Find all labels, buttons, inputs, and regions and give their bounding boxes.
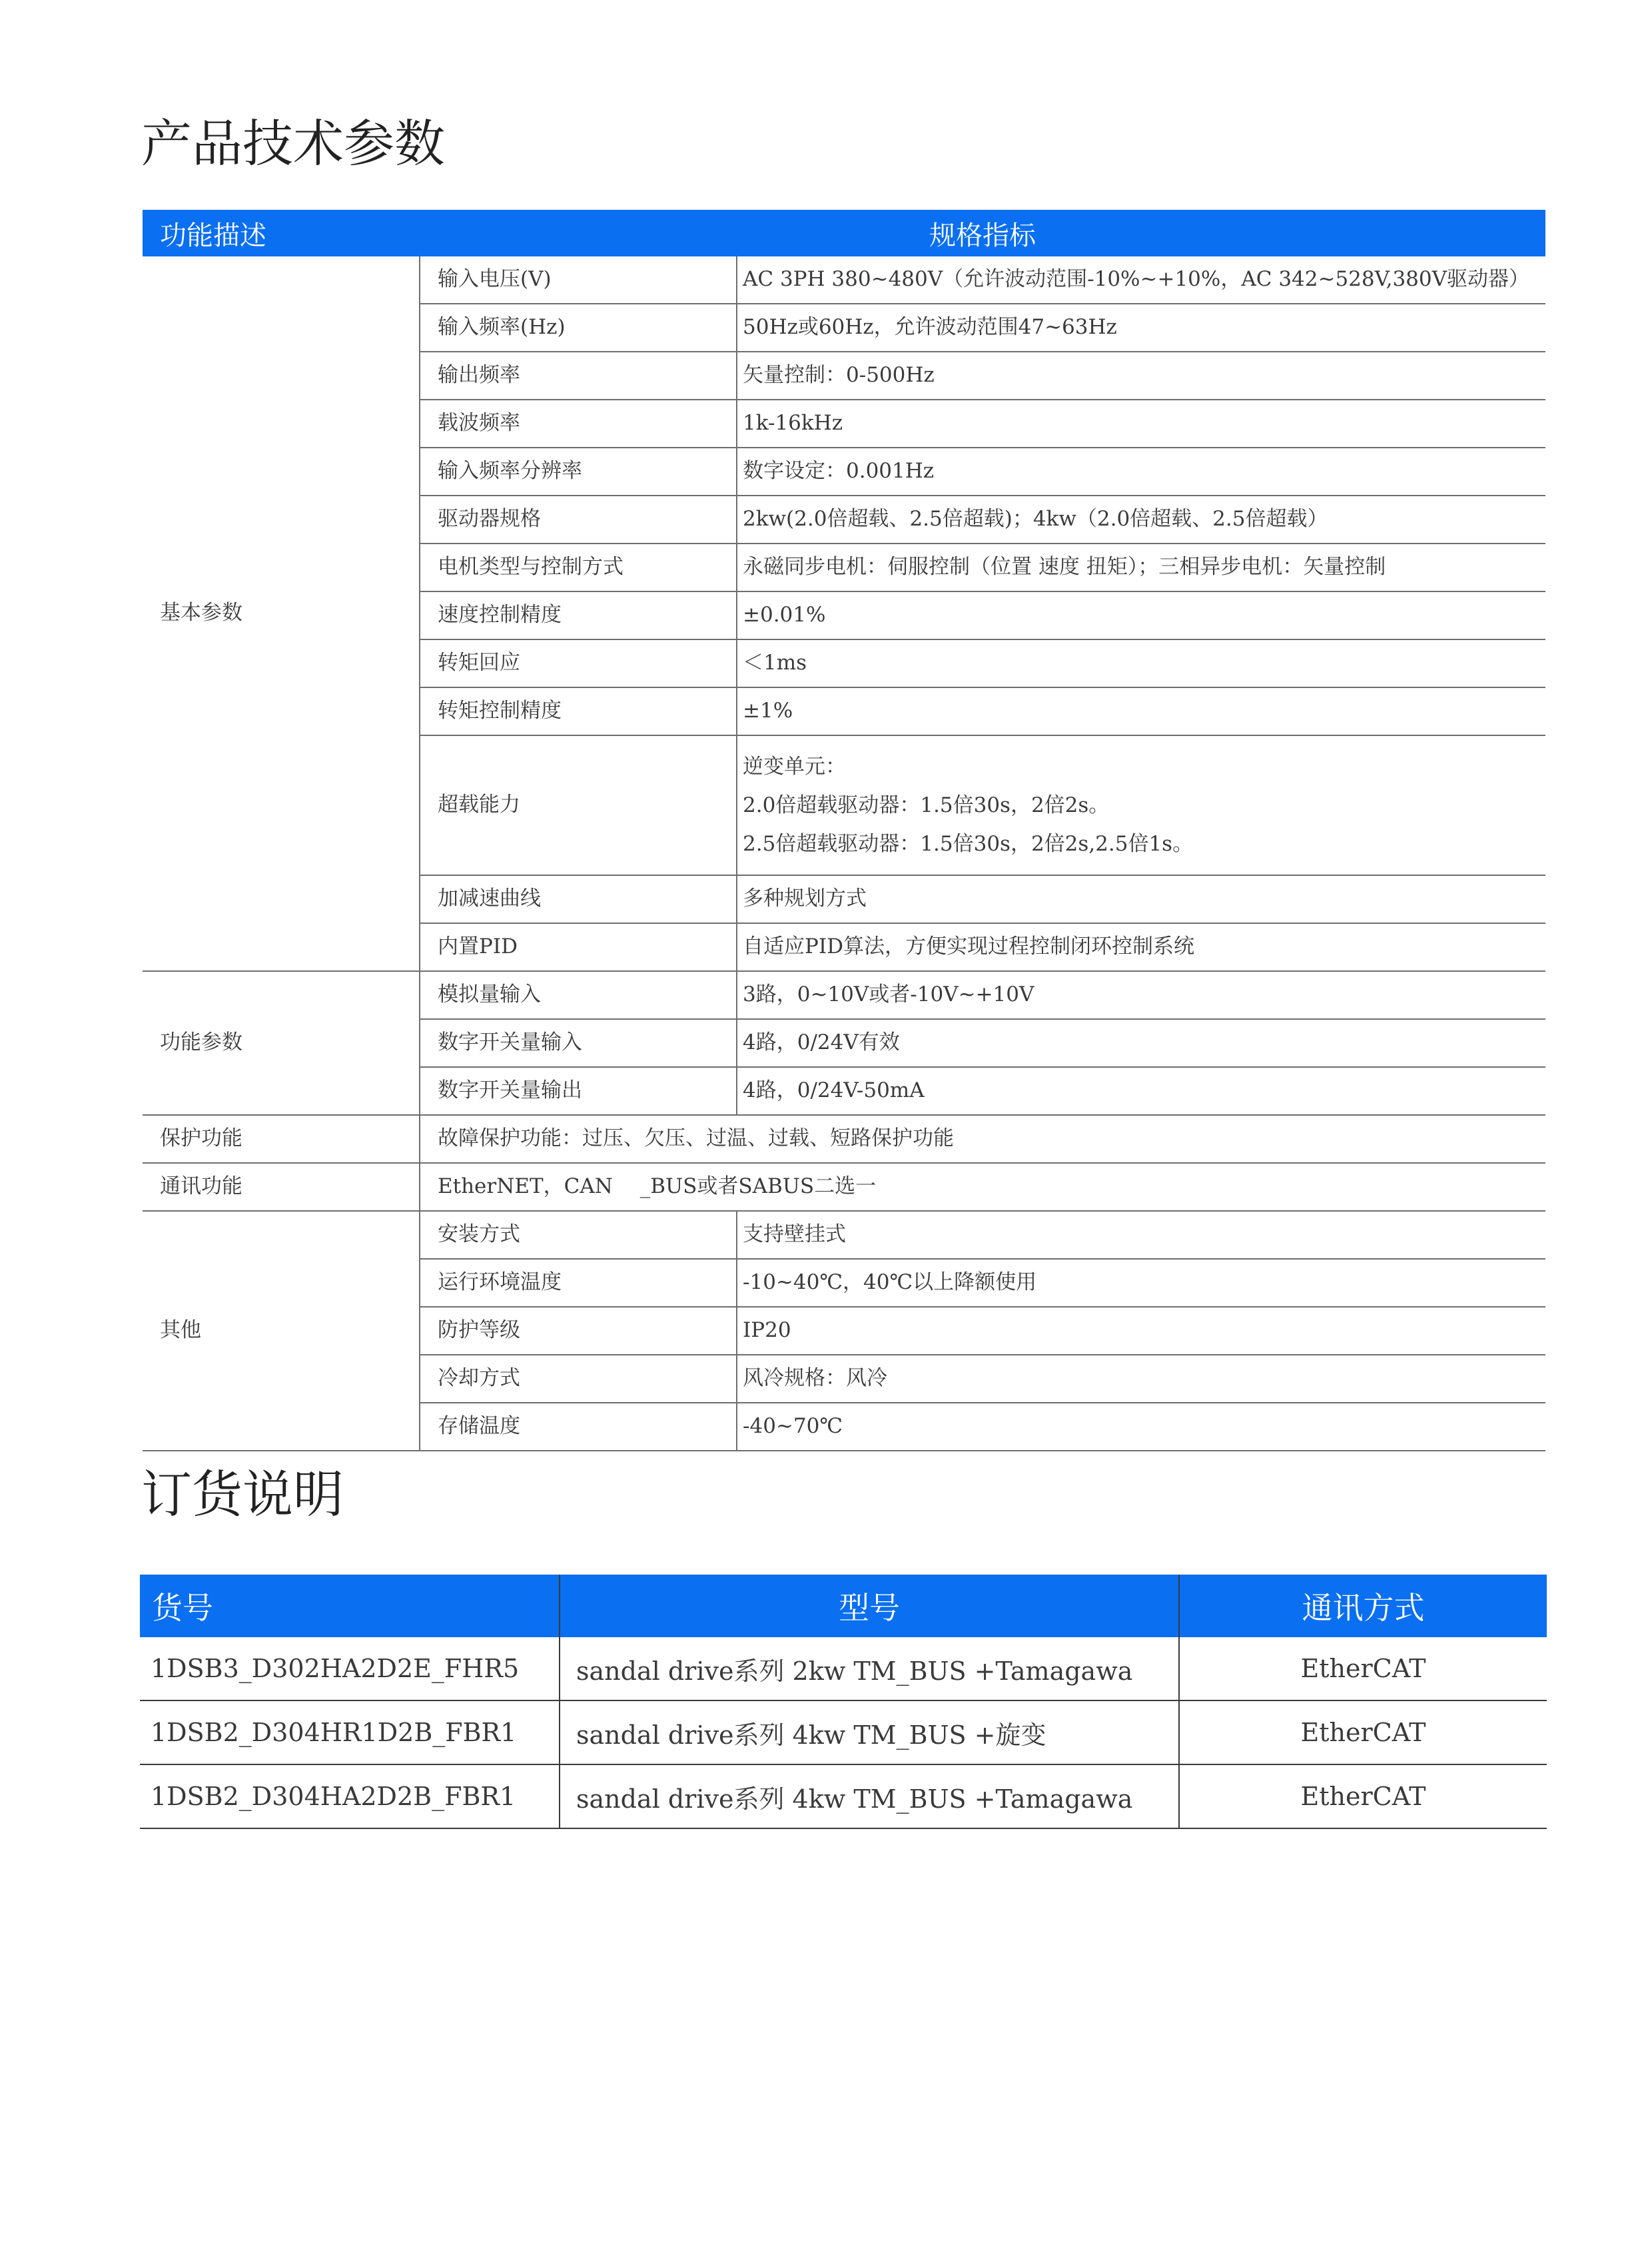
category-other: 其他 <box>143 1211 420 1451</box>
order-header-row <box>140 1575 1547 1637</box>
overload-line: 2.0倍超载驱动器：1.5倍30s，2倍2s。 <box>743 793 1110 817</box>
row-value: 风冷规格：风冷 <box>737 1355 1545 1403</box>
row-label: 内置PID <box>420 923 737 971</box>
row-value: 自适应PID算法，方便实现过程控制闭环控制系统 <box>737 923 1545 971</box>
row-label: 转矩回应 <box>420 639 737 687</box>
row-value: 多种规划方式 <box>737 875 1545 923</box>
table-row <box>143 971 1545 1019</box>
row-label: 载波频率 <box>420 400 737 448</box>
table-row <box>140 1637 1547 1700</box>
spec-header-spec: 规格指标 <box>420 210 1545 256</box>
row-value: -40~70℃ <box>737 1403 1545 1451</box>
row-label: 防护等级 <box>420 1307 737 1355</box>
row-value: 2kw(2.0倍超载、2.5倍超载)；4kw（2.0倍超载、2.5倍超载） <box>737 496 1545 544</box>
row-label: 输入电压(V) <box>420 256 737 304</box>
row-value-overload <box>737 735 1545 875</box>
table-row <box>143 1115 1545 1163</box>
overload-line: 2.5倍超载驱动器：1.5倍30s，2倍2s,2.5倍1s。 <box>743 832 1194 856</box>
order-header-sku: 货号 <box>140 1575 560 1637</box>
row-value: 4路，0/24V有效 <box>737 1019 1545 1067</box>
order-comm: EtherCAT <box>1179 1700 1547 1764</box>
order-comm: EtherCAT <box>1179 1637 1547 1700</box>
order-header-model: 型号 <box>560 1575 1179 1637</box>
order-model: sandal drive系列 2kw TM_BUS +Tamagawa <box>560 1637 1179 1700</box>
row-label: 超载能力 <box>420 735 737 875</box>
row-label: EtherNET，CAN _BUS或者SABUS二选一 <box>420 1163 1545 1211</box>
row-label: 存储温度 <box>420 1403 737 1451</box>
order-comm: EtherCAT <box>1179 1764 1547 1828</box>
order-table <box>140 1575 1547 1829</box>
spec-table <box>143 210 1545 1451</box>
category-function: 功能参数 <box>143 971 420 1115</box>
row-label: 输入频率分辨率 <box>420 448 737 496</box>
row-label: 冷却方式 <box>420 1355 737 1403</box>
row-label: 运行环境温度 <box>420 1259 737 1307</box>
table-row <box>140 1764 1547 1828</box>
order-sku: 1DSB3_D302HA2D2E_FHR5 <box>140 1637 560 1700</box>
row-value: 永磁同步电机：伺服控制（位置 速度 扭矩）；三相异步电机：矢量控制 <box>737 544 1545 591</box>
row-label: 速度控制精度 <box>420 591 737 639</box>
table-row <box>143 256 1545 304</box>
row-label: 模拟量输入 <box>420 971 737 1019</box>
section-title-ordering: 订货说明 <box>141 1465 344 1524</box>
row-label: 驱动器规格 <box>420 496 737 544</box>
spec-header-function: 功能描述 <box>143 210 420 256</box>
category-basic: 基本参数 <box>143 256 420 971</box>
row-label: 转矩控制精度 <box>420 687 737 735</box>
row-value: 50Hz或60Hz，允许波动范围47~63Hz <box>737 304 1545 352</box>
category-comm: 通讯功能 <box>143 1163 420 1211</box>
row-value: ＜1ms <box>737 639 1545 687</box>
row-label: 输出频率 <box>420 352 737 400</box>
row-value: 1k-16kHz <box>737 400 1545 448</box>
order-model: sandal drive系列 4kw TM_BUS +旋变 <box>560 1700 1179 1764</box>
row-label: 安装方式 <box>420 1211 737 1259</box>
order-sku: 1DSB2_D304HA2D2B_FBR1 <box>140 1764 560 1828</box>
row-label: 数字开关量输出 <box>420 1067 737 1115</box>
row-value: 3路，0~10V或者-10V~+10V <box>737 971 1545 1019</box>
order-model: sandal drive系列 4kw TM_BUS +Tamagawa <box>560 1764 1179 1828</box>
order-sku: 1DSB2_D304HR1D2B_FBR1 <box>140 1700 560 1764</box>
row-value: AC 3PH 380~480V（允许波动范围-10%~+10%，AC 342~528V,380V驱动器） <box>737 256 1545 304</box>
row-value: 矢量控制：0-500Hz <box>737 352 1545 400</box>
table-row <box>140 1700 1547 1764</box>
row-label: 电机类型与控制方式 <box>420 544 737 591</box>
table-row <box>143 1163 1545 1211</box>
row-label: 故障保护功能：过压、欠压、过温、过载、短路保护功能 <box>420 1115 1545 1163</box>
row-value: 支持壁挂式 <box>737 1211 1545 1259</box>
row-value: IP20 <box>737 1307 1545 1355</box>
table-row <box>143 1211 1545 1259</box>
row-value: ±0.01% <box>737 591 1545 639</box>
category-protection: 保护功能 <box>143 1115 420 1163</box>
row-value: 4路，0/24V-50mA <box>737 1067 1545 1115</box>
row-label: 加减速曲线 <box>420 875 737 923</box>
order-header-comm: 通讯方式 <box>1179 1575 1547 1637</box>
spec-header-row <box>143 210 1545 256</box>
row-label: 输入频率(Hz) <box>420 304 737 352</box>
row-value: ±1% <box>737 687 1545 735</box>
row-label: 数字开关量输入 <box>420 1019 737 1067</box>
row-value: -10~40℃，40℃以上降额使用 <box>737 1259 1545 1307</box>
overload-line: 逆变单元： <box>743 755 846 779</box>
section-title-specs: 产品技术参数 <box>141 114 445 173</box>
row-value: 数字设定：0.001Hz <box>737 448 1545 496</box>
